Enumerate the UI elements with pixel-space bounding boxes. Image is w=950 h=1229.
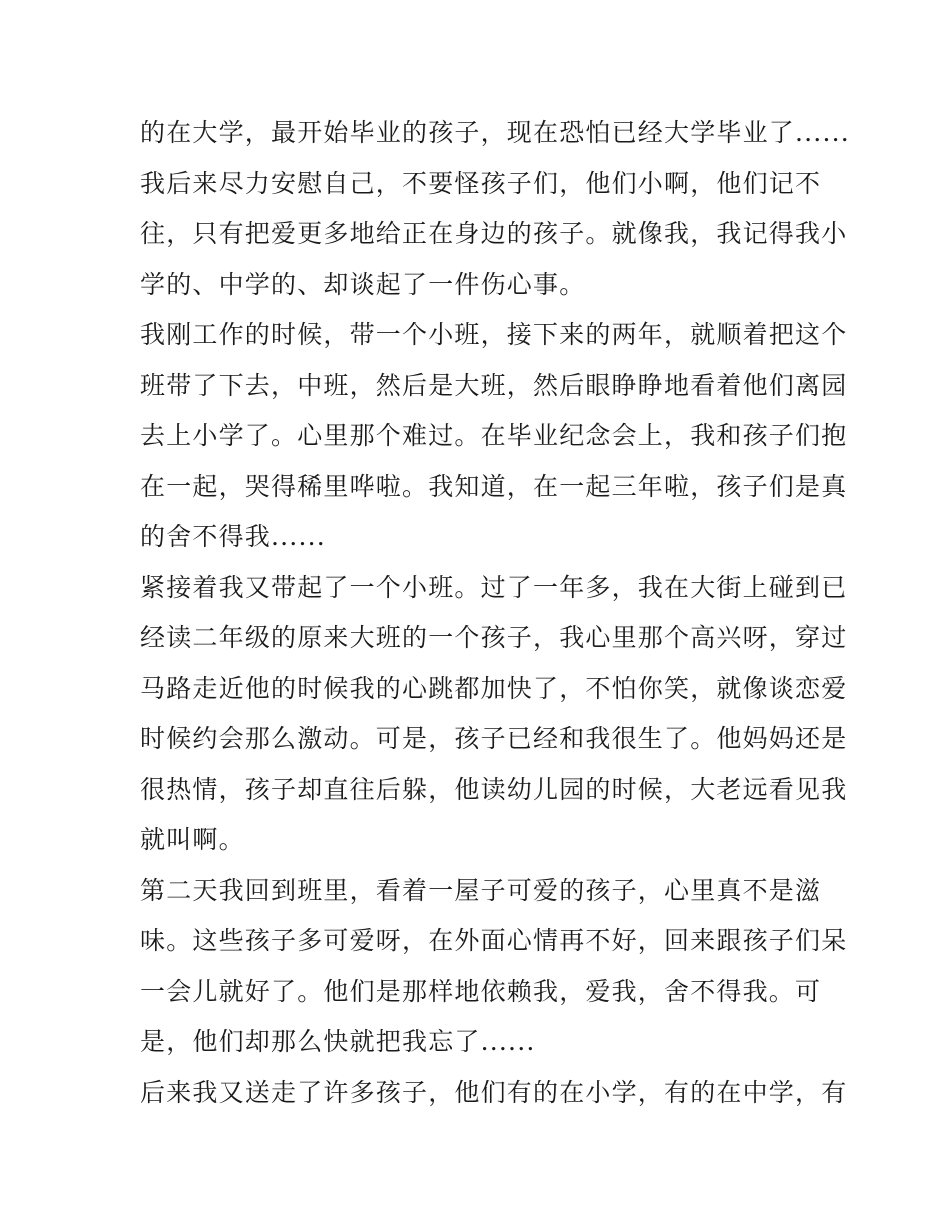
text-line: 就叫啊。 <box>140 825 245 854</box>
text-line: 往，只有把爱更多地给正在身边的孩子。就像我，我记得我小 <box>140 219 848 248</box>
text-line: 我后来尽力安慰自己，不要怪孩子们，他们小啊，他们记不 <box>140 168 822 198</box>
text-line: 去上小学了。心里那个难过。在毕业纪念会上，我和孩子们抱 <box>140 421 848 450</box>
text-line: 第二天我回到班里，看着一屋子可爱的孩子，心里真不是滋 <box>140 875 822 905</box>
text-line: 的在大学，最开始毕业的孩子，现在恐怕已经大学毕业了...... <box>140 118 850 147</box>
text-line: 经读二年级的原来大班的一个孩子，我心里那个高兴呀，穿过 <box>140 623 848 652</box>
text-line: 在一起，哭得稀里哗啦。我知道，在一起三年啦，孩子们是真 <box>140 471 848 501</box>
text-line: 后来我又送走了许多孩子，他们有的在小学，有的在中学，有 <box>140 1077 848 1107</box>
text-line: 一会儿就好了。他们是那样地依赖我，爱我，舍不得我。可 <box>140 976 822 1006</box>
text-line: 我刚工作的时候，带一个小班，接下来的两年，就顺着把这个 <box>140 320 848 349</box>
text-line: 紧接着我又带起了一个小班。过了一年多，我在大街上碰到已 <box>140 572 848 602</box>
text-line: 时候约会那么激动。可是，孩子已经和我很生了。他妈妈还是 <box>140 724 848 753</box>
text-line: 是，他们却那么快就把我忘了...... <box>140 1027 536 1056</box>
text-line: 马路走近他的时候我的心跳都加快了，不怕你笑，就像谈恋爱 <box>140 673 848 703</box>
text-line: 的舍不得我...... <box>140 522 326 551</box>
text-line: 学的、中学的、却谈起了一件伤心事。 <box>140 269 586 299</box>
body-text <box>140 108 850 1118</box>
text-line: 味。这些孩子多可爱呀，在外面心情再不好，回来跟孩子们呆 <box>140 926 848 955</box>
text-line: 很热情，孩子却直往后躲，他读幼儿园的时候，大老远看见我 <box>140 774 848 804</box>
text-line: 班带了下去，中班，然后是大班，然后眼睁睁地看着他们离园 <box>140 370 848 400</box>
